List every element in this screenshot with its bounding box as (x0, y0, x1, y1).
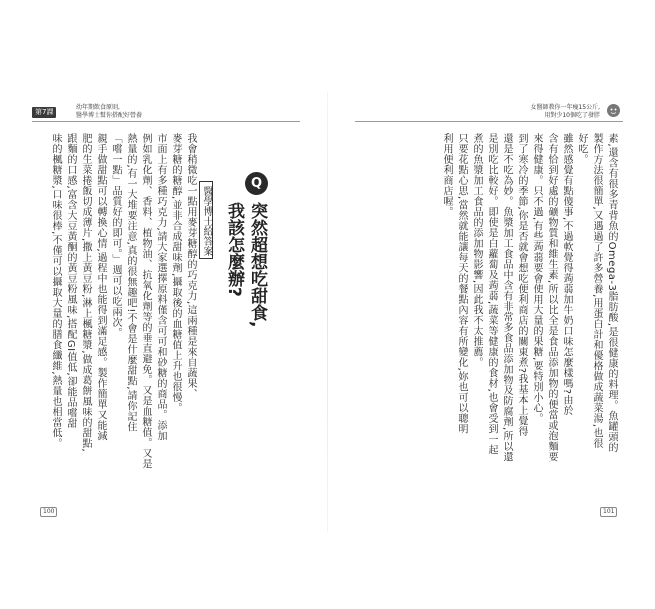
header-rule-right (355, 121, 623, 122)
body-column: 素,還含有很多青背魚的Omega-3脂肪酸,是很健康的料理。魚罐頭的 (606, 133, 617, 453)
body-column: 含有恰到好處的礦物質和維生素,所以比全是食品添加物的便當或泡麵要 (546, 133, 557, 463)
body-column: 利用便利商店喔。 (441, 133, 452, 217)
chapter-mascot-icon (606, 103, 621, 118)
body-column: 熱量的,有一大堆要注意,真的很無趣吧!不會是什麼甜點,請你記住 (125, 133, 136, 433)
body-column: 例如乳化劑、香料、植物油、抗氧化劑等的垂直避免。又是血糖值。又是 (140, 133, 151, 469)
lesson-title-line: 醫學博士幫你搭配好營養 (76, 112, 143, 119)
body-column: 市面上有多種巧克力,請大家選擇原料僅含可可和砂糖的商品。添加 (155, 133, 166, 442)
body-column: 還是不吃為妙。魚漿加工食品中含有非常多食品添加物及防腐劑,所以還 (501, 133, 512, 463)
question-mark-icon: Q (245, 172, 268, 195)
body-column: 來得健康。只不過,有些蒟蒻要會使用大量的果糖,要特別小心。 (531, 133, 542, 424)
body-column: 我會稍微吃一點用麥芽糖醇的巧克力,這兩種是來自蔬果、 (185, 133, 196, 400)
lesson-title (76, 104, 216, 120)
body-column: 只要花點心思,當然就能讓每天的餐點內容有所變化,妳也可以聰明 (456, 133, 467, 435)
page-gutter (327, 92, 328, 532)
body-column: 肥的生菜捲飯切成薄片,撒上黃豆粉,淋上楓糖漿,做成葛餅風味的甜點, (80, 133, 91, 453)
question-title-line: 突然超想吃甜食, (247, 202, 267, 328)
chapter-title (470, 104, 600, 120)
page-number-right: 101 (600, 507, 617, 517)
body-column: 煮的魚漿加工食品的添加物影響,因此我不太推薦。 (471, 133, 482, 368)
page-number-left: 100 (40, 507, 57, 517)
body-column: 「嚐一點」品質好的即可。」週可以吃兩次。 (110, 133, 121, 338)
body-column: 是別吃比較好。即使是白蘿蔔及蒟蒻,蔬菜等健康的食材,也會受到一起 (486, 133, 497, 456)
expert-answer-label: 醫學博士給答案 (199, 181, 213, 259)
header-rule-left (32, 121, 300, 122)
chapter-title-line: 用對少10個吃了發胖 (544, 112, 600, 119)
question-title-line: 我該怎麼辦? (224, 202, 244, 297)
body-column: 跟麵的口感,富含大豆黃酮的黃豆粉風味,搭配GI值低,卻能品嚐甜 (65, 133, 76, 429)
body-column: 到了寒冷的季節,你是否就會想吃便利商店的關東煮?我基本上覺得 (516, 133, 527, 437)
body-column: 麥芽糖的糖醇,並非合成甜味劑,攝取後的血糖值上升也很慢。 (170, 133, 181, 414)
lesson-title-line: 幼年期飲食原則, (76, 104, 120, 111)
body-column: 好吃。 (576, 133, 587, 165)
body-column: 製作方法很簡單,又遇過了許多營養,用蛋白計和優格做成蔬菜湯,也很 (591, 133, 602, 449)
chapter-title-line: 女醫師教你一年瘦15公斤, (530, 104, 600, 111)
lesson-badge: 第7課 (32, 107, 56, 118)
body-column: 味的楓糖漿,口味很棒,不僅可以攝取大量的膳食纖維,熱量也相當低。 (50, 133, 61, 449)
body-column: 雖然感覺有點傻事,不過軟覺得蒟蒻加牛奶口味怎麼樣嗎?由於 (561, 133, 572, 416)
body-column: 親手做甜點可以轉換心情,過程中也能得到滿足感。製作簡單又能減 (95, 133, 106, 442)
